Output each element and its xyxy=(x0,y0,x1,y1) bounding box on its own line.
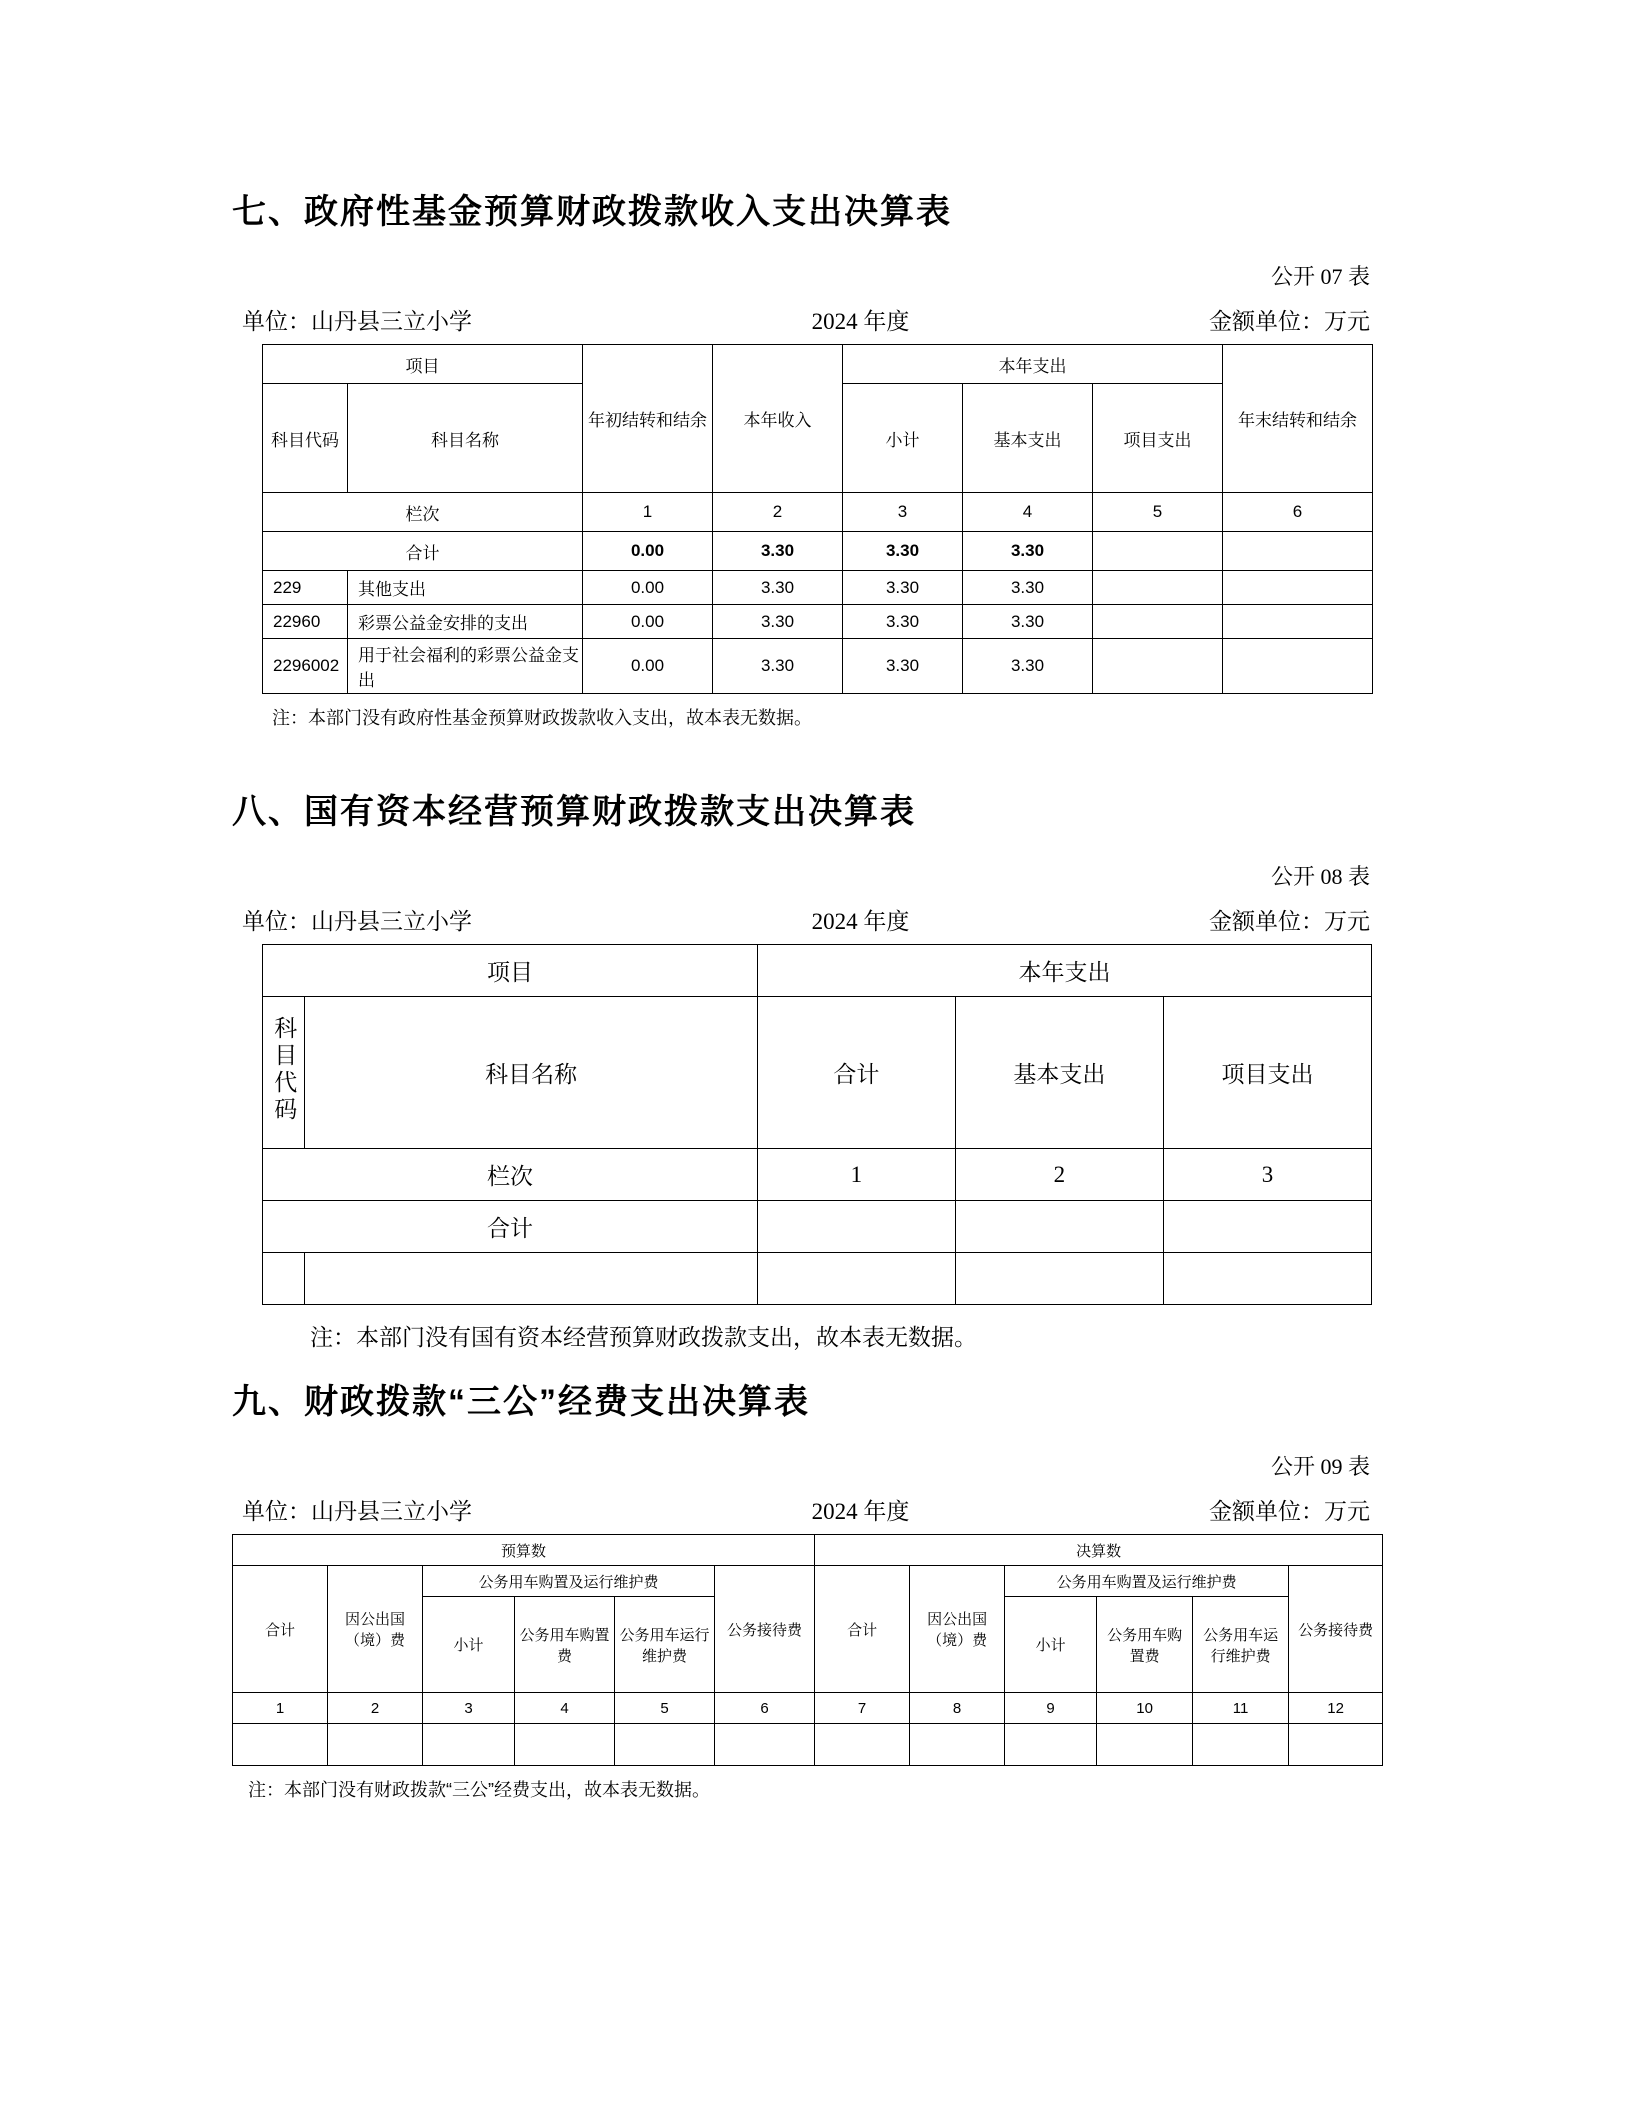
total-year-income: 3.30 xyxy=(713,532,843,571)
col-num-3: 3 xyxy=(423,1693,515,1724)
col-num-3: 3 xyxy=(843,493,963,532)
header-final-reception: 公务接待费 xyxy=(1289,1566,1383,1693)
row-end-balance xyxy=(1223,571,1373,605)
col-num-6: 6 xyxy=(715,1693,815,1724)
row-begin-balance: 0.00 xyxy=(583,571,713,605)
row-cell-3 xyxy=(423,1724,515,1766)
row-project-exp xyxy=(1093,639,1223,694)
col-num-2: 2 xyxy=(713,493,843,532)
header-name: 科目名称 xyxy=(348,384,583,493)
row-total xyxy=(757,1253,955,1305)
col-num-9: 9 xyxy=(1005,1693,1097,1724)
section-08-meta xyxy=(0,903,1632,936)
row-cell-5 xyxy=(615,1724,715,1766)
row-project-exp xyxy=(1093,605,1223,639)
row-code: 22960 xyxy=(263,605,348,639)
total-basic: 3.30 xyxy=(963,532,1093,571)
col-num-7: 7 xyxy=(815,1693,910,1724)
table-row-total xyxy=(263,532,1373,571)
row-basic: 3.30 xyxy=(963,605,1093,639)
section-07-note: 注：本部门没有政府性基金预算财政拨款收入支出，故本表无数据。 xyxy=(272,708,812,729)
header-budget: 预算数 xyxy=(233,1535,815,1566)
row-end-balance xyxy=(1223,639,1373,694)
header-code: 科目代码 xyxy=(263,997,305,1149)
header-budget-total: 合计 xyxy=(233,1566,328,1693)
header-final-purchase: 公务用车购置费 xyxy=(1097,1597,1193,1693)
row-begin-balance: 0.00 xyxy=(583,605,713,639)
table-row xyxy=(263,571,1373,605)
col-num-12: 12 xyxy=(1289,1693,1383,1724)
row-subtotal: 3.30 xyxy=(843,605,963,639)
row-cell-10 xyxy=(1097,1724,1193,1766)
table-row xyxy=(263,1253,1372,1305)
header-final-vehicle-group: 公务用车购置及运行维护费 xyxy=(1005,1566,1289,1597)
table-row-total xyxy=(263,1201,1372,1253)
row-subtotal: 3.30 xyxy=(843,571,963,605)
header-budget-maintain: 公务用车运行维护费 xyxy=(615,1597,715,1693)
row-cell-9 xyxy=(1005,1724,1097,1766)
section-09-meta xyxy=(0,1493,1632,1526)
col-num-5: 5 xyxy=(615,1693,715,1724)
header-year-income: 本年收入 xyxy=(713,345,843,493)
section-08-amount-unit: 金额单位：万元 xyxy=(1209,909,1370,935)
header-year-expense: 本年支出 xyxy=(757,945,1371,997)
table-row xyxy=(263,605,1373,639)
header-project-exp: 项目支出 xyxy=(1093,384,1223,493)
header-total: 合计 xyxy=(757,997,955,1149)
col-num-1: 1 xyxy=(233,1693,328,1724)
row-project-exp xyxy=(1093,571,1223,605)
header-budget-subtotal: 小计 xyxy=(423,1597,515,1693)
total-subtotal: 3.30 xyxy=(843,532,963,571)
row-cell-2 xyxy=(328,1724,423,1766)
row-cell-11 xyxy=(1193,1724,1289,1766)
header-year-expense: 本年支出 xyxy=(843,345,1223,384)
table-government-fund xyxy=(262,344,1373,694)
col-num-11: 11 xyxy=(1193,1693,1289,1724)
col-num-2: 2 xyxy=(955,1149,1163,1201)
col-num-1: 1 xyxy=(757,1149,955,1201)
header-budget-vehicle-group: 公务用车购置及运行维护费 xyxy=(423,1566,715,1597)
header-name: 科目名称 xyxy=(305,997,757,1149)
header-final-subtotal: 小计 xyxy=(1005,1597,1097,1693)
col-num-10: 10 xyxy=(1097,1693,1193,1724)
col-num-8: 8 xyxy=(910,1693,1005,1724)
total-end-balance xyxy=(1223,532,1373,571)
row-cell-7 xyxy=(815,1724,910,1766)
table-row xyxy=(233,1724,1383,1766)
section-09 xyxy=(0,1380,1632,1802)
section-07-unit: 单位：山丹县三立小学 xyxy=(242,309,472,335)
section-08-year: 2024 年度 xyxy=(811,909,910,935)
total-begin-balance: 0.00 xyxy=(583,532,713,571)
header-code: 科目代码 xyxy=(263,384,348,493)
table-row xyxy=(263,639,1373,694)
section-08-unit: 单位：山丹县三立小学 xyxy=(242,909,472,935)
total-value-1 xyxy=(757,1201,955,1253)
section-07-publication: 公开 07 表 xyxy=(1270,264,1370,290)
col-num-2: 2 xyxy=(328,1693,423,1724)
header-subtotal: 小计 xyxy=(843,384,963,493)
section-07 xyxy=(0,190,1632,730)
header-project: 项目 xyxy=(263,945,758,997)
section-07-amount-unit: 金额单位：万元 xyxy=(1209,309,1370,335)
header-column-label: 栏次 xyxy=(263,1149,758,1201)
row-name: 彩票公益金安排的支出 xyxy=(348,605,583,639)
row-cell-6 xyxy=(715,1724,815,1766)
col-num-6: 6 xyxy=(1223,493,1373,532)
row-year-income: 3.30 xyxy=(713,639,843,694)
row-name xyxy=(305,1253,757,1305)
row-basic: 3.30 xyxy=(963,571,1093,605)
row-cell-1 xyxy=(233,1724,328,1766)
row-code: 2296002 xyxy=(263,639,348,694)
section-08-note: 注：本部门没有国有资本经营预算财政拨款支出，故本表无数据。 xyxy=(310,1325,977,1351)
section-08-title: 八、国有资本经营预算财政拨款支出决算表 xyxy=(232,793,916,831)
row-name: 用于社会福利的彩票公益金支出 xyxy=(348,639,583,694)
row-project-exp xyxy=(1163,1253,1371,1305)
section-07-title: 七、政府性基金预算财政拨款收入支出决算表 xyxy=(232,193,952,231)
header-budget-purchase: 公务用车购置费 xyxy=(515,1597,615,1693)
section-07-meta xyxy=(0,303,1632,336)
table-three-public-expenses xyxy=(232,1534,1383,1766)
row-year-income: 3.30 xyxy=(713,605,843,639)
col-num-1: 1 xyxy=(583,493,713,532)
section-09-title: 九、财政拨款“三公”经费支出决算表 xyxy=(232,1383,810,1421)
header-final: 决算数 xyxy=(815,1535,1383,1566)
header-project-exp: 项目支出 xyxy=(1163,997,1371,1149)
row-code xyxy=(263,1253,305,1305)
header-final-total: 合计 xyxy=(815,1566,910,1693)
total-project-exp xyxy=(1093,532,1223,571)
col-num-4: 4 xyxy=(515,1693,615,1724)
section-09-amount-unit: 金额单位：万元 xyxy=(1209,1499,1370,1525)
row-basic xyxy=(955,1253,1163,1305)
header-budget-abroad: 因公出国（境）费 xyxy=(328,1566,423,1693)
row-year-income: 3.30 xyxy=(713,571,843,605)
section-08 xyxy=(0,790,1632,1352)
header-basic: 基本支出 xyxy=(955,997,1163,1149)
section-08-publication: 公开 08 表 xyxy=(1270,864,1370,890)
row-subtotal: 3.30 xyxy=(843,639,963,694)
section-09-publication: 公开 09 表 xyxy=(1270,1454,1370,1480)
header-basic: 基本支出 xyxy=(963,384,1093,493)
col-num-4: 4 xyxy=(963,493,1093,532)
row-basic: 3.30 xyxy=(963,639,1093,694)
row-cell-4 xyxy=(515,1724,615,1766)
header-begin-balance: 年初结转和结余 xyxy=(583,345,713,493)
row-cell-8 xyxy=(910,1724,1005,1766)
section-07-year: 2024 年度 xyxy=(811,309,910,335)
header-final-maintain: 公务用车运行维护费 xyxy=(1193,1597,1289,1693)
column-number-row xyxy=(233,1693,1383,1724)
header-final-abroad: 因公出国（境）费 xyxy=(910,1566,1005,1693)
section-09-note: 注：本部门没有财政拨款“三公”经费支出，故本表无数据。 xyxy=(248,1780,710,1801)
table-state-capital xyxy=(262,944,1372,1305)
section-09-unit: 单位：山丹县三立小学 xyxy=(242,1499,472,1525)
row-end-balance xyxy=(1223,605,1373,639)
header-end-balance: 年末结转和结余 xyxy=(1223,345,1373,493)
section-09-year: 2024 年度 xyxy=(811,1499,910,1525)
row-begin-balance: 0.00 xyxy=(583,639,713,694)
total-value-3 xyxy=(1163,1201,1371,1253)
total-label: 合计 xyxy=(263,532,583,571)
row-code: 229 xyxy=(263,571,348,605)
header-project: 项目 xyxy=(263,345,583,384)
col-num-5: 5 xyxy=(1093,493,1223,532)
col-num-3: 3 xyxy=(1163,1149,1371,1201)
total-value-2 xyxy=(955,1201,1163,1253)
row-cell-12 xyxy=(1289,1724,1383,1766)
row-name: 其他支出 xyxy=(348,571,583,605)
header-budget-reception: 公务接待费 xyxy=(715,1566,815,1693)
header-column-label: 栏次 xyxy=(263,493,583,532)
total-label: 合计 xyxy=(263,1201,758,1253)
